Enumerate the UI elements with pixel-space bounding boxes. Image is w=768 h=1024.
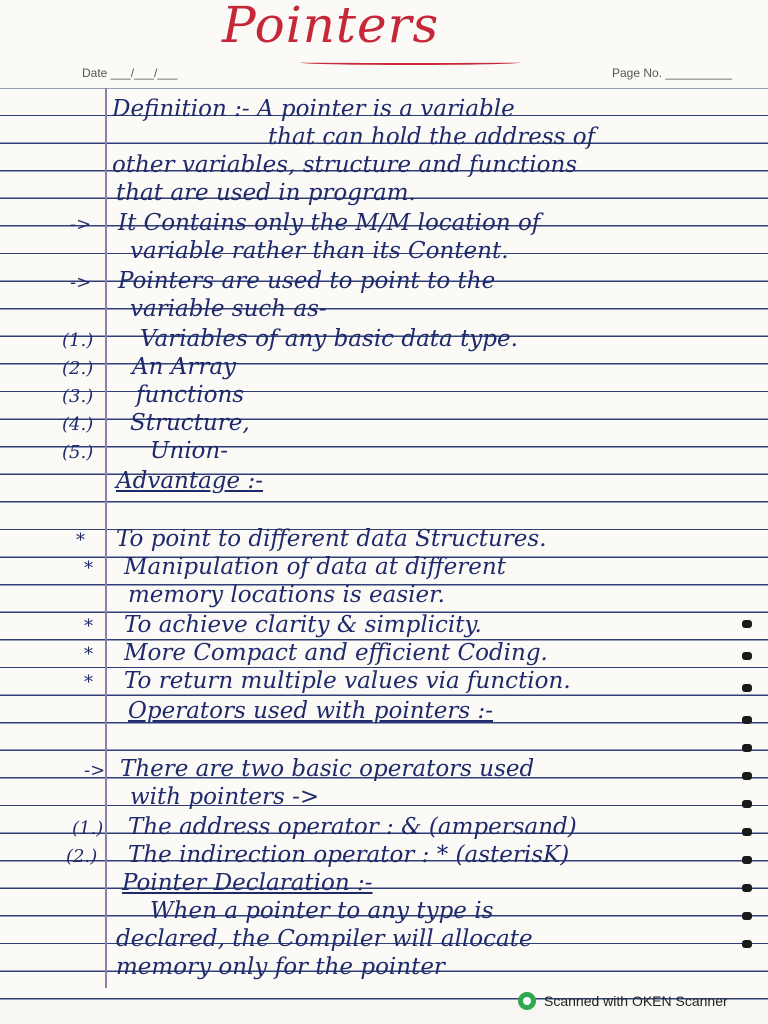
oken-scanner-logo-icon	[518, 992, 536, 1010]
list-item: Variables of any basic data type.	[140, 326, 518, 352]
declaration-heading: Pointer Declaration :-	[122, 870, 373, 896]
spiral-binding	[742, 940, 752, 948]
advantage-heading: Advantage :-	[116, 468, 263, 494]
spiral-binding	[742, 800, 752, 808]
list-number: (5.)	[62, 442, 94, 463]
advantage-item: To return multiple values via function.	[124, 668, 571, 694]
advantage-item: To achieve clarity & simplicity.	[124, 612, 482, 638]
star-bullet: *	[84, 644, 93, 665]
arrow-marker: ->	[70, 272, 92, 293]
definition-line-4: that are used in program.	[116, 180, 416, 206]
list-number: (2.)	[66, 846, 98, 867]
spiral-binding	[742, 744, 752, 752]
list-item: Union-	[150, 438, 228, 464]
uses-line-2: variable such as-	[130, 296, 327, 322]
date-label: Date ___/___/___	[82, 66, 178, 80]
title-underline	[300, 60, 520, 65]
arrow-marker: ->	[70, 214, 92, 235]
spiral-binding	[742, 684, 752, 692]
list-item: Structure,	[130, 410, 250, 436]
spiral-binding	[742, 912, 752, 920]
uses-line-1: Pointers are used to point to the	[118, 268, 496, 294]
arrow-marker: ->	[84, 760, 106, 781]
contains-line-2: variable rather than its Content.	[130, 238, 509, 264]
definition-line-1: Definition :- A pointer is a variable	[112, 96, 515, 122]
page-title: Pointers	[222, 0, 440, 54]
operator-item: The address operator : & (ampersand)	[128, 814, 577, 840]
scanner-watermark	[518, 990, 728, 1012]
contains-line-1: It Contains only the M/M location of	[118, 210, 541, 236]
operator-item: The indirection operator : * (asterisK)	[128, 842, 570, 868]
advantage-item: Manipulation of data at different	[124, 554, 506, 580]
advantage-item-cont: memory locations is easier.	[128, 582, 445, 608]
list-item: An Array	[132, 354, 237, 380]
declaration-line-1: When a pointer to any type is	[150, 898, 494, 924]
advantage-item: To point to different data Structures.	[116, 526, 547, 552]
spiral-binding	[742, 772, 752, 780]
list-item: functions	[136, 382, 245, 408]
star-bullet: *	[84, 616, 93, 637]
margin-line	[105, 88, 107, 988]
star-bullet: *	[84, 558, 93, 579]
spiral-binding	[742, 828, 752, 836]
spiral-binding	[742, 884, 752, 892]
page-number-label: Page No. __________	[612, 66, 733, 80]
definition-line-3: other variables, structure and functions	[112, 152, 578, 178]
spiral-binding	[742, 652, 752, 660]
star-bullet: *	[84, 672, 93, 693]
spiral-binding	[742, 716, 752, 724]
advantage-item: More Compact and efficient Coding.	[124, 640, 548, 666]
operators-line-1: There are two basic operators used	[120, 756, 535, 782]
list-number: (1.)	[62, 330, 94, 351]
operators-line-2: with pointers ->	[130, 784, 320, 810]
declaration-line-3: memory only for the pointer	[116, 954, 445, 980]
operators-heading: Operators used with pointers :-	[128, 698, 493, 724]
star-bullet: *	[76, 530, 85, 551]
list-number: (1.)	[72, 818, 104, 839]
declaration-line-2: declared, the Compiler will allocate	[116, 926, 533, 952]
spiral-binding	[742, 856, 752, 864]
list-number: (4.)	[62, 414, 94, 435]
spiral-binding	[742, 620, 752, 628]
scanner-watermark-text: Scanned with OKEN Scanner	[544, 993, 728, 1009]
definition-line-2: that can hold the address of	[268, 124, 596, 150]
list-number: (3.)	[62, 386, 94, 407]
list-number: (2.)	[62, 358, 94, 379]
